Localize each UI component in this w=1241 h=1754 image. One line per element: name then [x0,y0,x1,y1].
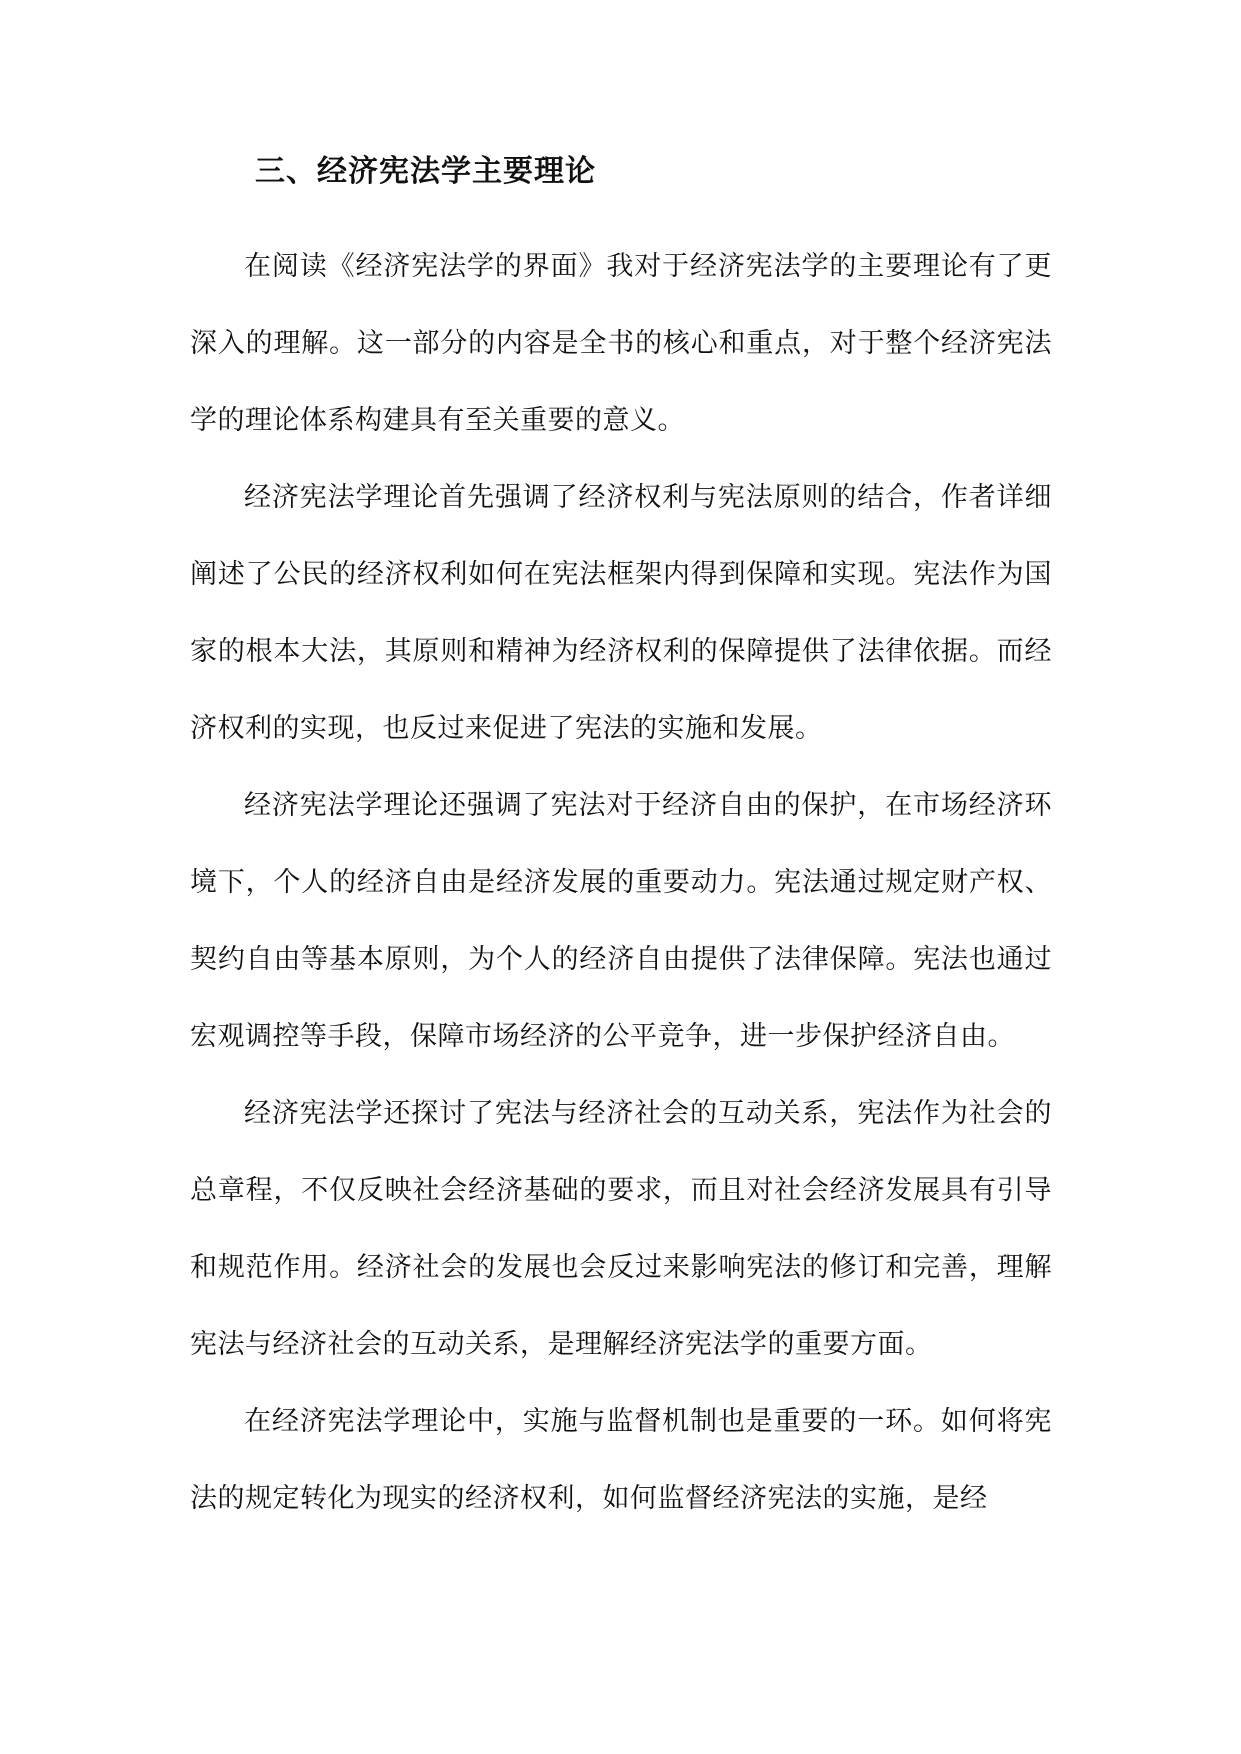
document-body [190,228,1052,1537]
paragraph: 在阅读《经济宪法学的界面》我对于经济宪法学的主要理论有了更深入的理解。这一部分的内容是全书的核心和重点，对于整个经济宪法学的理论体系构建具有至关重要的意义。 [190,251,1052,436]
section-heading: 三、经济宪法学主要理论 [255,154,596,189]
paragraph: 经济宪法学还探讨了宪法与经济社会的互动关系，宪法作为社会的总章程，不仅反映社会经济基础的要求，而且对社会经济发展具有引导和规范作用。经济社会的发展也会反过来影响宪法的修订和完善，理解宪法与经济社会的互动关系，是理解经济宪法学的重要方面。 [190,1098,1052,1360]
paragraph: 经济宪法学理论首先强调了经济权利与宪法原则的结合，作者详细阐述了公民的经济权利如何在宪法框架内得到保障和实现。宪法作为国家的根本大法，其原则和精神为经济权利的保障提供了法律依据。而经济权利的实现，也反过来促进了宪法的实施和发展。 [190,482,1052,744]
paragraph: 在经济宪法学理论中，实施与监督机制也是重要的一环。如何将宪法的规定转化为现实的经济权利，如何监督经济宪法的实施，是经 [190,1406,1052,1514]
paragraph: 经济宪法学理论还强调了宪法对于经济自由的保护，在市场经济环境下，个人的经济自由是经济发展的重要动力。宪法通过规定财产权、契约自由等基本原则，为个人的经济自由提供了法律保障。宪法也通过宏观调控等手段，保障市场经济的公平竞争，进一步保护经济自由。 [190,790,1052,1052]
